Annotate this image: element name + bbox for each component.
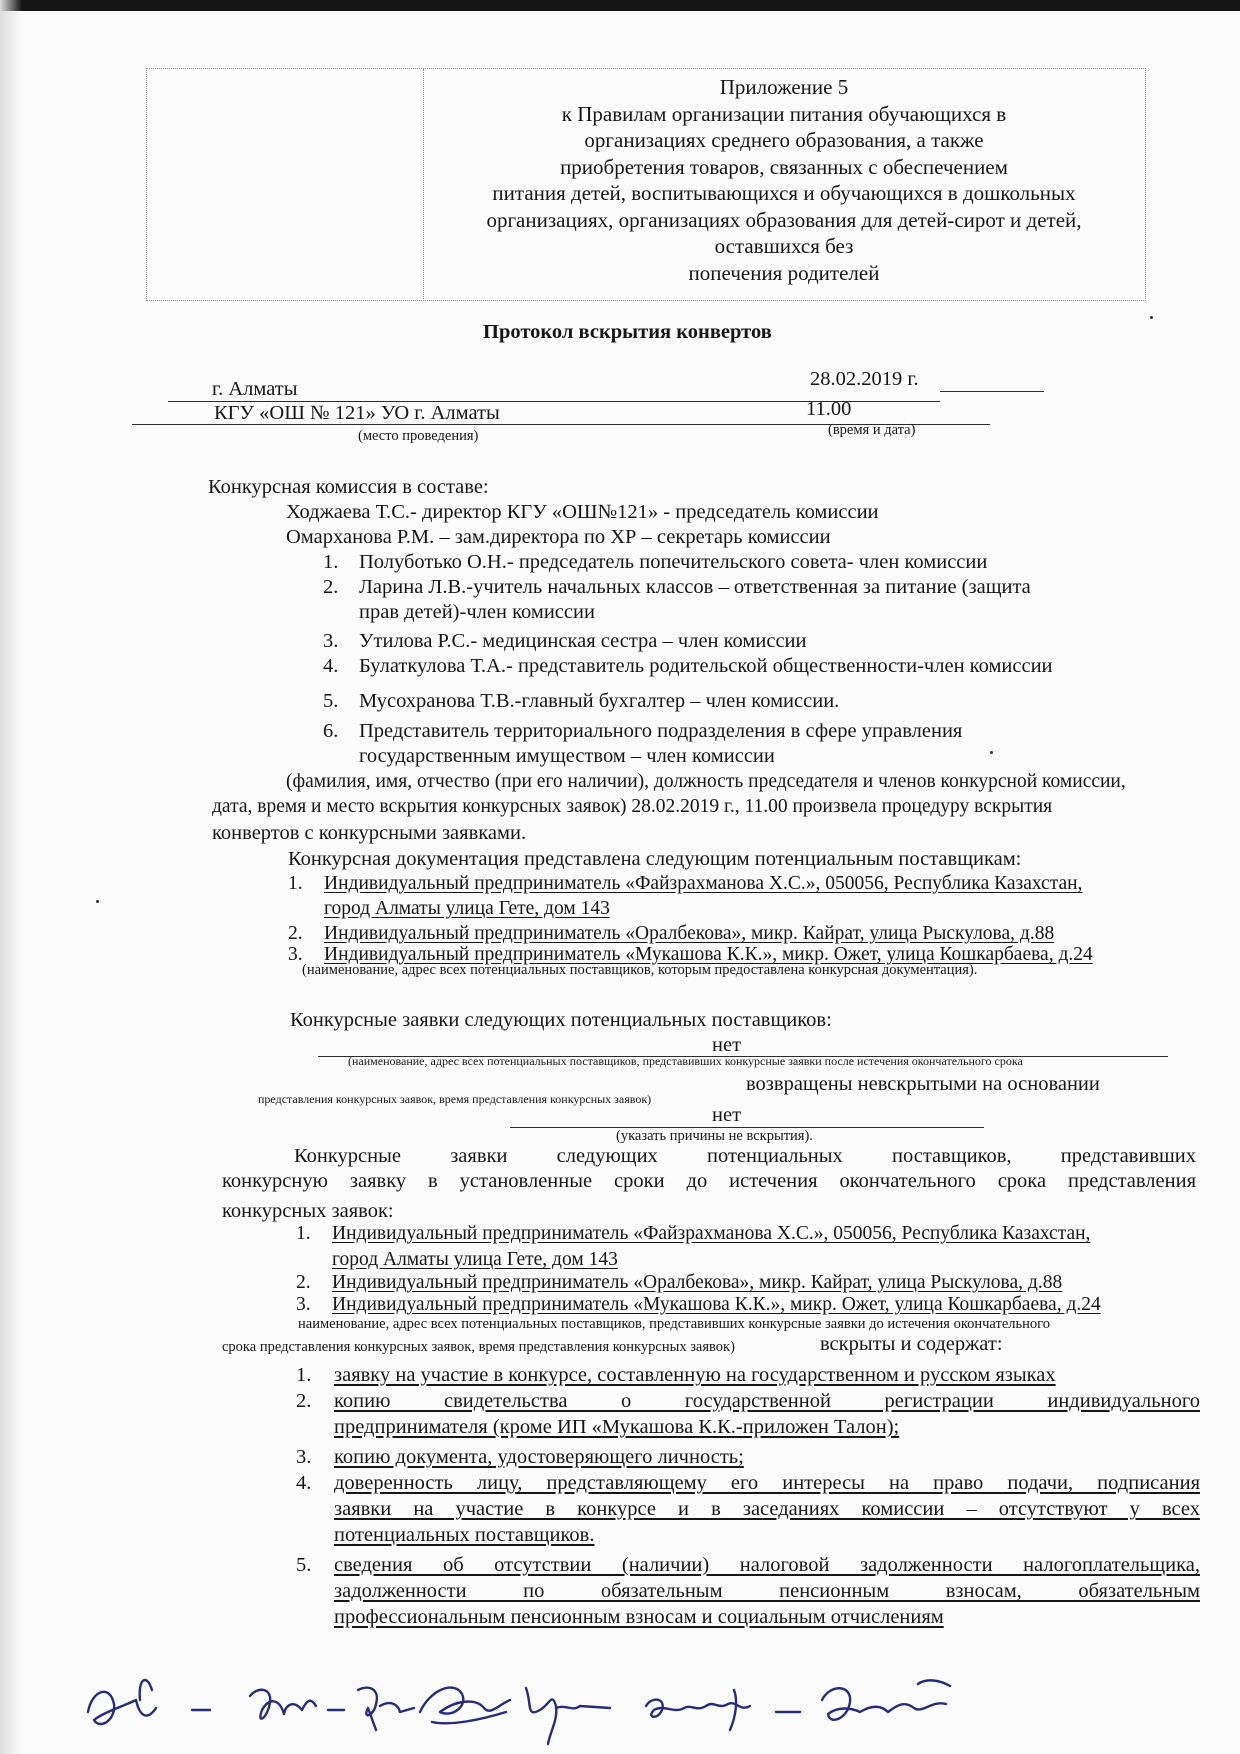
document-title: Протокол вскрытия конвертов [483,321,772,343]
supplier-text-continued: город Алматы улица Гете, дом 143 [324,898,610,919]
supplier-text-continued: город Алматы улица Гете, дом 143 [332,1249,618,1270]
member-text: Утилова Р.С.- медицинская сестра – член комиссии [359,630,807,652]
submitted-supplier [296,1272,1062,1294]
commission-member [323,551,987,574]
supplier-text: Индивидуальный предприниматель «Мукашова К.К.», микр. Ожет, улица Кошкарбаева, д.24 [332,1294,1101,1315]
returned-tail: возвращены невскрытыми на основании [746,1073,1100,1095]
submitted-tail: вскрыты и содержат: [820,1333,1003,1355]
member-number: 2. [323,576,339,598]
returned-caption: представления конкурсных заявок, время представления конкурсных заявок) [258,1092,652,1106]
submitted-caption: наименование, адрес всех потенциальных поставщиков, представивших конкурсные заявки до истечения окончательного [298,1316,1050,1332]
contents-item-text-continued: предпринимателя (кроме ИП «Мукашова К.К.-приложен Талон); [334,1416,900,1438]
submitted-supplier [296,1223,1090,1245]
member-text-continued: государственным имуществом – член комиссии [359,745,775,767]
annex-line: питания детей, воспитывающихся и обучающихся в дошкольных [492,181,1076,205]
contents-item-number: 2. [296,1390,312,1412]
supplier-text: Индивидуальный предприниматель «Мукашова К.К.», микр. Ожет, улица Кошкарбаева, д.24 [324,944,1093,965]
supplier-number: 3. [288,944,303,965]
commission-member [323,655,1053,678]
supplier-text: Индивидуальный предприниматель «Оралбекова», микр. Кайрат, улица Рыскулова, д.88 [324,923,1055,944]
signature-stroke [526,1688,610,1744]
date: 28.02.2019 г. [810,368,919,390]
member-text: Мусохранова Т.В.-главный бухгалтер – член комиссии. [359,690,840,712]
supplier-number: 3. [296,1294,311,1315]
city: г. Алматы [212,378,298,400]
member-text: Представитель территориального подразделения в сфере управления [359,720,963,742]
submitted-supplier [296,1294,1101,1316]
commission-intro: Конкурсная комиссия в составе: [208,476,489,498]
signature-stroke [250,1690,316,1719]
documentation-supplier [288,873,1082,895]
contents-item-text: заявку на участие в конкурсе, составленную на государственном и русском языках [334,1364,1056,1386]
commission-chair: Ходжаева Т.С.- директор КГУ «ОШ№121» - председатель комиссии [286,501,879,523]
supplier-text: Индивидуальный предприниматель «Файзрахманова Х.С.», 050056, Республика Казахстан, [332,1223,1091,1244]
contents-item-number: 5. [296,1554,312,1576]
member-number: 6. [323,720,339,742]
scan-top-border [0,0,1240,11]
annex-line: организациях среднего образования, а также [584,128,984,152]
member-text: Булаткулова Т.А.- представитель родительской общественности-член комиссии [359,655,1053,677]
member-text: Ларина Л.В.-учитель начальных классов – ответственная за питание (защита [359,576,1031,598]
signature-stroke [822,1680,950,1719]
contents-item-text: копию документа, удостоверяющего личность; [334,1446,744,1468]
annex-text [428,74,1140,286]
supplier-number: 2. [296,1272,311,1293]
supplier-text: Индивидуальный предприниматель «Оралбекова», микр. Кайрат, улица Рыскулова, д.88 [332,1272,1063,1293]
contents-item-text-continued: заявки на участие в конкурсе и в заседаниях комиссии – отсутствуют у всех [334,1498,1200,1520]
signature-stroke [420,1688,510,1724]
signature-stroke [646,1690,750,1730]
venue-caption: (место проведения) [358,428,479,444]
procedure-line: конвертов с конкурсными заявками. [212,822,527,844]
submitted-line: конкурсных заявок: [222,1200,394,1222]
documentation-caption: (наименование, адрес всех потенциальных поставщиков, которым предоставлена конкурсная документация). [302,962,978,978]
contents-item-text-continued: задолженности по обязательным пенсионным взносам, обязательным [334,1580,1200,1602]
date-tail-underline [940,391,1044,392]
commission-member [323,720,962,743]
commission-member [323,690,839,713]
annex-line: организациях, организациях образования для детей-сирот и детей, [486,207,1082,232]
submitted-line: Конкурсные заявки следующих потенциальных поставщиков, представивших [294,1145,1196,1167]
contents-item-text: доверенность лицу, представляющему его интересы на право подачи, подписания [334,1472,1200,1494]
annex-line: Приложение 5 [719,75,849,99]
annex-line: приобретения товаров, связанных с обеспечением [560,154,1008,179]
annex-line: к Правилам организации питания обучающихся в [561,101,1007,126]
contents-item-number: 1. [296,1364,312,1386]
scan-edge-shadow [0,0,22,1754]
documentation-intro: Конкурсная документация представлена следующим потенциальным поставщикам: [288,848,1022,870]
annex-line: попечения родителей [688,260,880,285]
reason-caption: (указать причины не вскрытия). [616,1128,813,1144]
time-caption: (время и дата) [828,422,916,438]
contents-item-text: копию свидетельства о государственной регистрации индивидуального [334,1390,1200,1412]
contents-item-text-continued: профессиональным пенсионным взносам и социальным отчислениям [334,1606,944,1628]
scan-speck [96,900,99,903]
member-number: 4. [323,655,339,677]
member-number: 1. [323,551,339,573]
member-text-continued: прав детей)-член комиссии [359,601,595,623]
handwritten-signatures [80,1660,980,1750]
member-number: 5. [323,690,339,712]
venue: КГУ «ОШ № 121» УО г. Алматы [214,402,500,424]
supplier-text: Индивидуальный предприниматель «Файзрахманова Х.С.», 050056, Республика Казахстан, [324,873,1083,894]
returned-caption: (наименование, адрес всех потенциальных поставщиков, представивших конкурсные заявки после истечения окончательного срока [348,1054,1023,1068]
signature-stroke [88,1680,156,1724]
procedure-line: (фамилия, имя, отчество (при его наличии), должность председателя и членов конкурсной комиссии, [286,771,1126,792]
supplier-number: 1. [296,1223,311,1244]
annex-box-divider [423,69,424,299]
contents-item-text-continued: потенциальных поставщиков. [334,1524,595,1546]
submitted-caption: срока представления конкурсных заявок, время представления конкурсных заявок) [222,1339,735,1355]
scan-speck [990,751,993,754]
documentation-supplier [288,923,1054,945]
reason-value: нет [712,1104,742,1126]
time: 11.00 [806,398,852,420]
submitted-line: конкурсную заявку в установленные сроки до истечения окончательного срока представления [222,1170,1196,1192]
contents-item-number: 3. [296,1446,312,1468]
supplier-number: 1. [288,873,303,894]
contents-item-number: 4. [296,1472,312,1494]
scan-speck [1150,316,1153,319]
commission-member [323,630,807,653]
returned-value: нет [712,1034,742,1056]
annex-line: оставшихся без [714,234,854,258]
member-text: Полуботько О.Н.- председатель попечительского совета- член комиссии [359,551,988,573]
member-number: 3. [323,630,339,652]
contents-item-text: сведения об отсутствии (наличии) налоговой задолженности налогоплательщика, [334,1554,1200,1576]
procedure-line: дата, время и место вскрытия конкурсных заявок) 28.02.2019 г., 11.00 произвела процедуру вскрытия [212,796,1053,817]
returned-intro: Конкурсные заявки следующих потенциальных поставщиков: [290,1009,832,1031]
commission-member [323,576,1031,599]
commission-secretary: Омарханова Р.М. – зам.директора по ХР – секретарь комиссии [286,526,831,548]
supplier-number: 2. [288,923,303,944]
signature-stroke [358,1688,414,1730]
